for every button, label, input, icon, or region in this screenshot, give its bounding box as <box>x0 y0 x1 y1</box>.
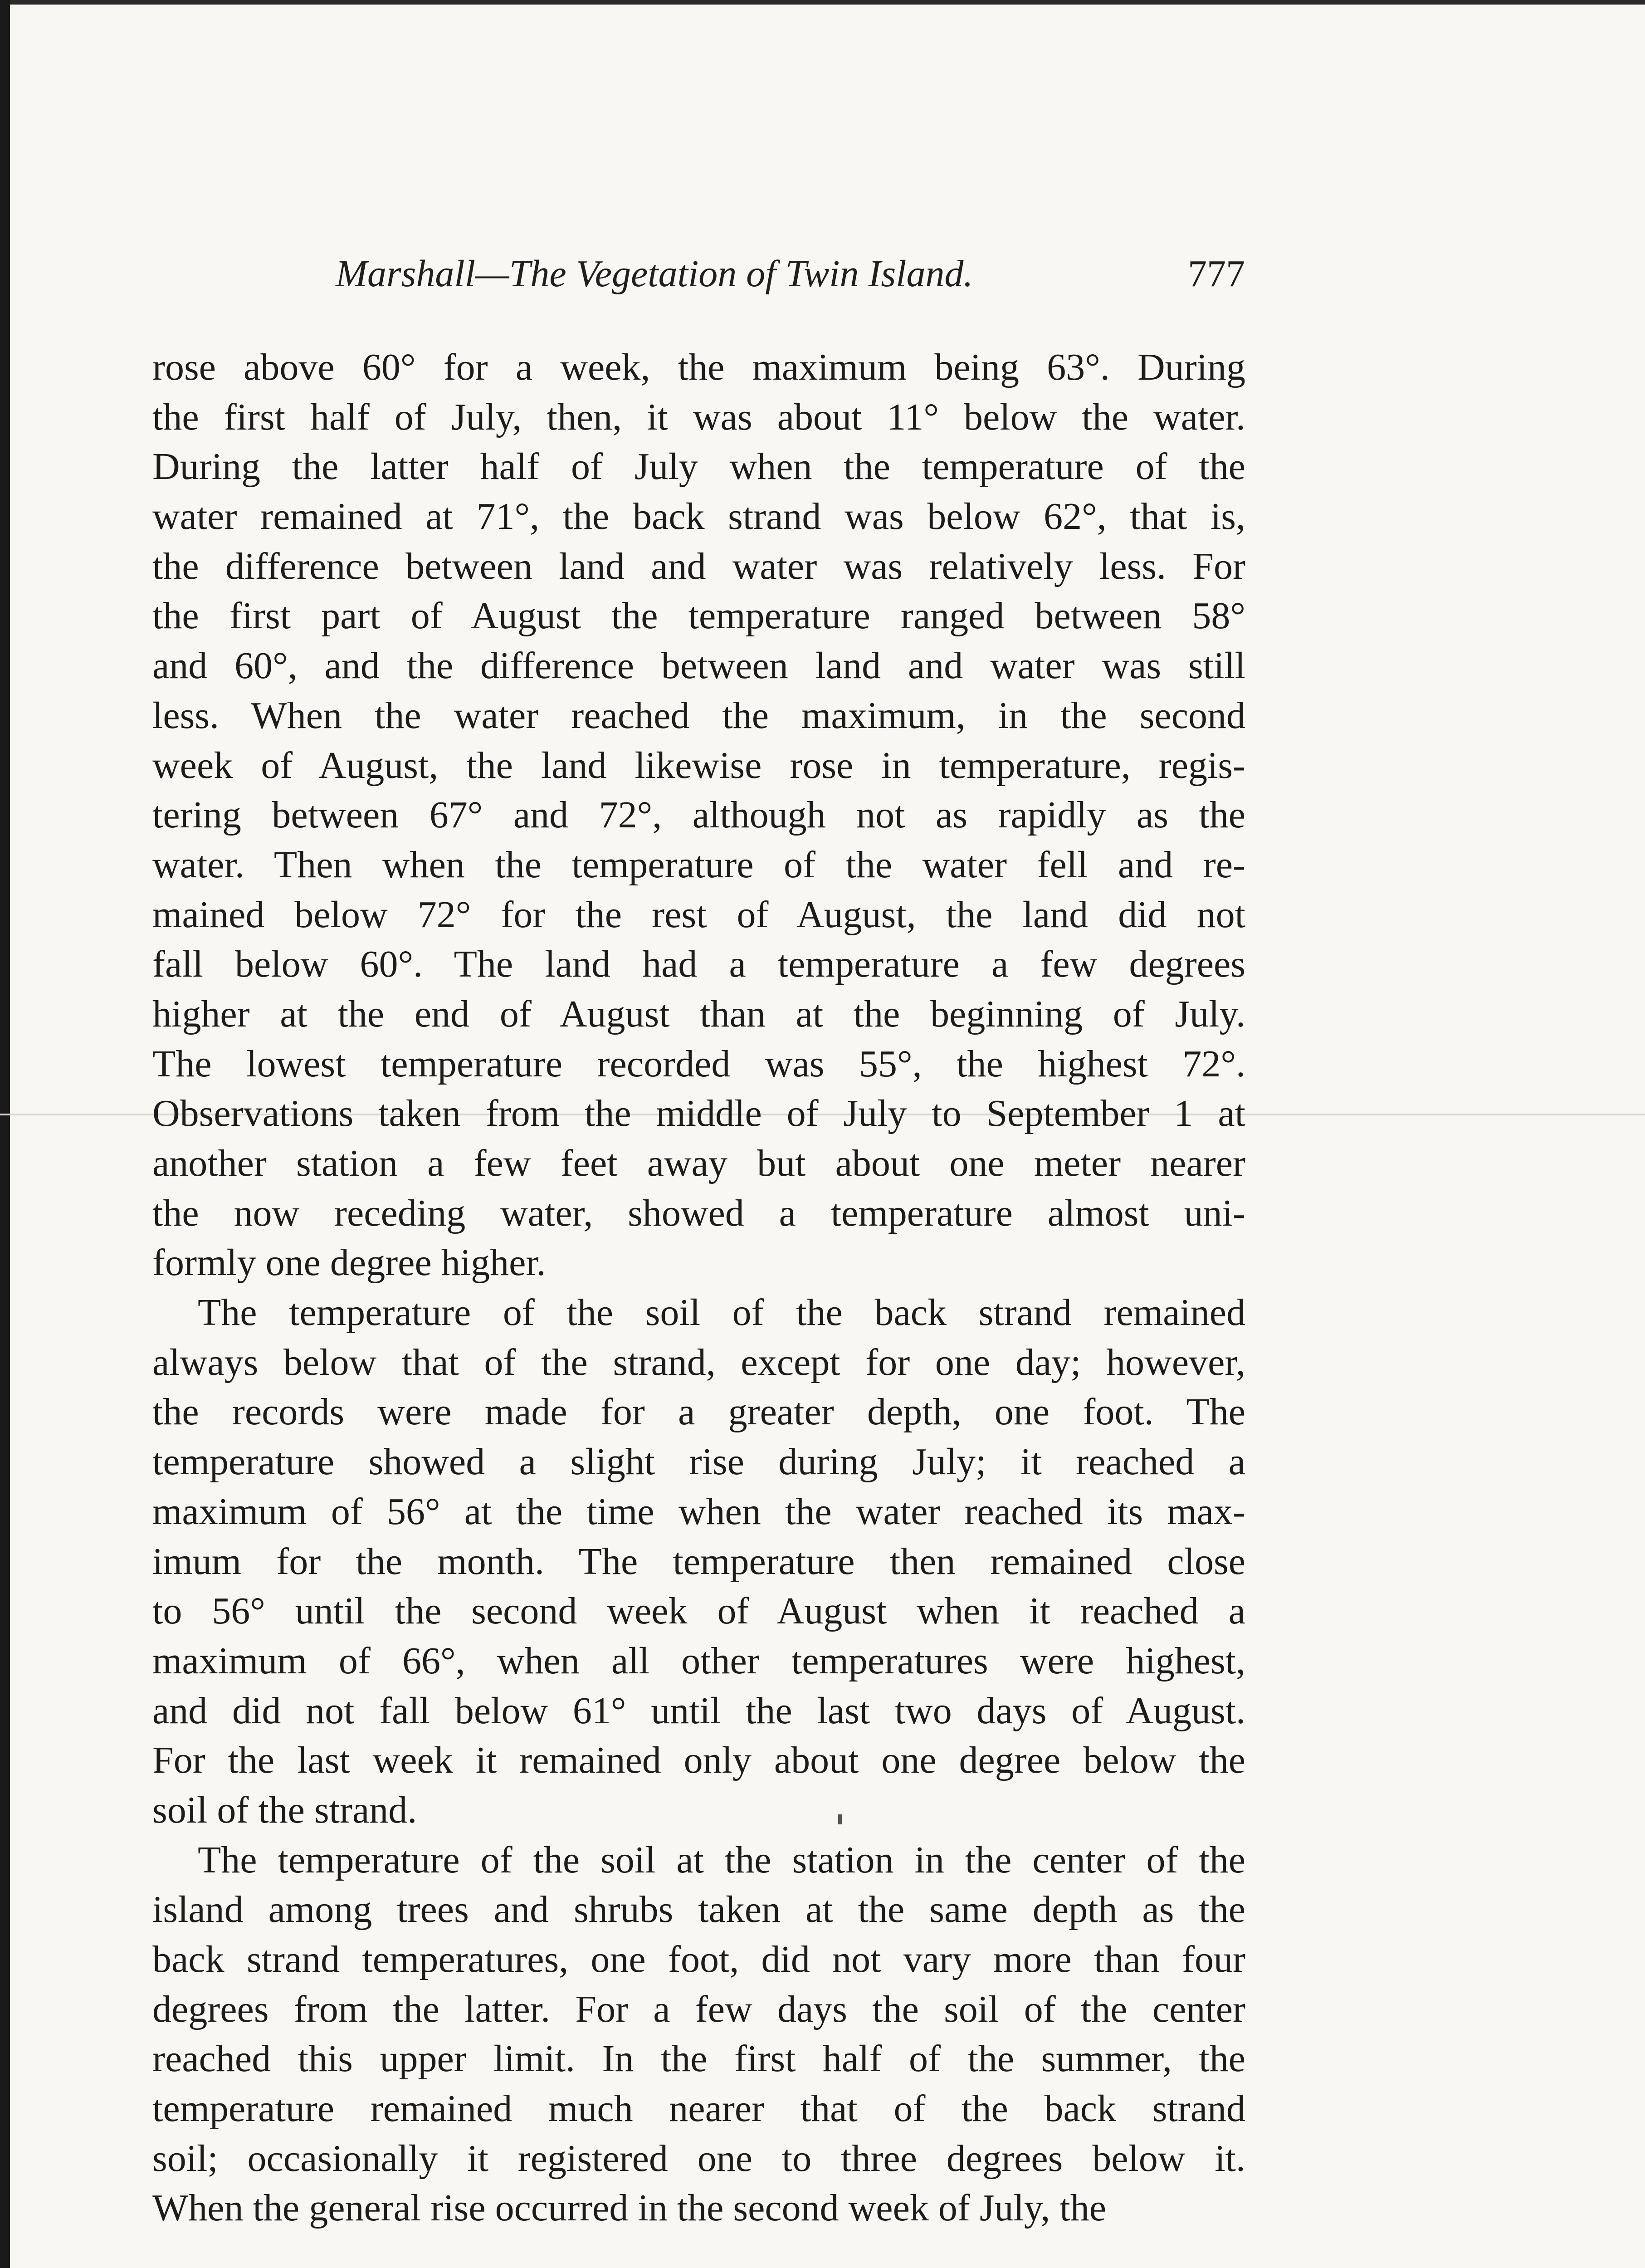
text-line: less. When the water reached the maximum, in the second <box>152 694 1245 737</box>
text-line: During the latter half of July when the temperature of the <box>152 445 1245 488</box>
text-line: fall below 60°. The land had a temperature a few degrees <box>152 943 1245 986</box>
text-line: to 56° until the second week of August when it reached a <box>152 1590 1245 1633</box>
text-line: When the general rise occurred in the second week of July, the <box>152 2187 1107 2229</box>
text-line: For the last week it remained only about one degree below the <box>152 1739 1245 1782</box>
text-line: another station a few feet away but about one meter nearer <box>152 1142 1245 1184</box>
text-line: water. Then when the temperature of the water fell and re- <box>152 843 1245 886</box>
text-line: higher at the end of August than at the beginning of July. <box>152 992 1245 1035</box>
text-line: The temperature of the soil of the back strand remained <box>198 1291 1245 1334</box>
text-line: rose above 60° for a week, the maximum being 63°. During <box>152 346 1245 388</box>
text-line: reached this upper limit. In the first half of the summer, the <box>152 2038 1245 2080</box>
text-line: maximum of 66°, when all other temperatures were highest, <box>152 1639 1245 1682</box>
scan-border-top <box>0 0 1645 5</box>
text-line: and did not fall below 61° until the last two days of August. <box>152 1689 1245 1732</box>
running-title: Marshall—The Vegetation of Twin Island. <box>336 253 973 295</box>
text-line: temperature showed a slight rise during July; it reached a <box>152 1441 1245 1483</box>
text-line: maximum of 56° at the time when the water reached its max- <box>152 1490 1245 1533</box>
paragraph <box>152 1835 1245 2234</box>
text-line: the records were made for a greater depth, one foot. The <box>152 1391 1245 1433</box>
running-head <box>336 252 1245 306</box>
text-line: back strand temperatures, one foot, did not vary more than four <box>152 1938 1245 1980</box>
paragraph <box>152 342 1245 1288</box>
text-line: Observations taken from the middle of July to September 1 at <box>152 1092 1245 1135</box>
text-line: water remained at 71°, the back strand was below 62°, that is, <box>152 495 1245 538</box>
text-line: island among trees and shrubs taken at the same depth as the <box>152 1888 1245 1931</box>
text-line: soil; occasionally it registered one to three degrees below it. <box>152 2137 1245 2180</box>
text-line: always below that of the strand, except for one day; however, <box>152 1341 1245 1383</box>
text-line: mained below 72° for the rest of August, the land did not <box>152 893 1245 936</box>
text-line: imum for the month. The temperature then remained close <box>152 1540 1245 1583</box>
text-line: formly one degree higher. <box>152 1242 546 1284</box>
text-line: temperature remained much nearer that of the back strand <box>152 2087 1245 2130</box>
text-line: and 60°, and the difference between land and water was still <box>152 645 1245 687</box>
ink-speck <box>838 1814 842 1824</box>
text-line: The lowest temperature recorded was 55°, the highest 72°. <box>152 1042 1245 1085</box>
text-line: the first part of August the temperature ranged between 58° <box>152 595 1245 637</box>
text-line: the difference between land and water was relatively less. For <box>152 545 1245 587</box>
scan-border-left <box>0 0 10 2268</box>
text-line: week of August, the land likewise rose in temperature, regis- <box>152 744 1245 787</box>
text-line: the now receding water, showed a temperature almost uni- <box>152 1192 1245 1234</box>
page-number: 777 <box>1188 253 1245 295</box>
text-line: The temperature of the soil at the station in the center of the <box>198 1838 1245 1881</box>
paragraph <box>152 1288 1245 1835</box>
text-line: tering between 67° and 72°, although not as rapidly as the <box>152 794 1245 836</box>
text-line: degrees from the latter. For a few days the soil of the center <box>152 1988 1245 2030</box>
text-line: the first half of July, then, it was about 11° below the water. <box>152 396 1245 438</box>
body-text <box>152 342 1245 2233</box>
text-line: soil of the strand. <box>152 1789 417 1831</box>
